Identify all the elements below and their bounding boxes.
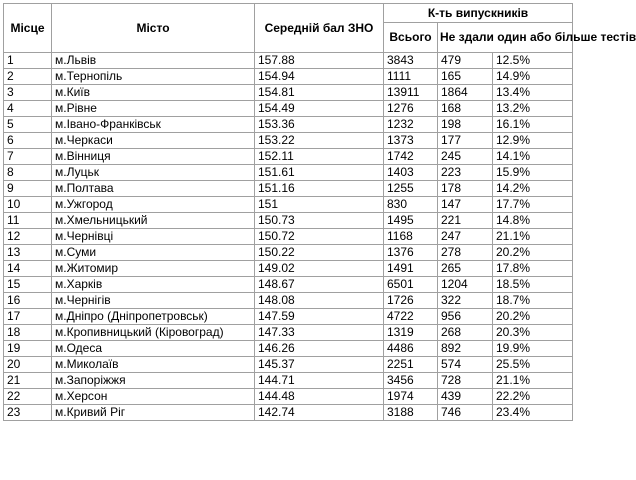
table-row [4,101,573,117]
header-total: Всього [384,23,438,53]
cell-total: 3843 [384,53,438,69]
cell-place: 16 [4,293,52,309]
cell-avg-score: 153.22 [255,133,384,149]
cell-failed-percent: 14.2% [493,181,573,197]
cell-place: 12 [4,229,52,245]
cell-place: 14 [4,261,52,277]
cell-city: м.Дніпро (Дніпропетровськ) [52,309,255,325]
header-place: Місце [4,4,52,53]
cell-avg-score: 152.11 [255,149,384,165]
cell-failed-count: 165 [438,69,493,85]
zno-results-table [3,3,636,421]
cell-city: м.Івано-Франківськ [52,117,255,133]
cell-avg-score: 157.88 [255,53,384,69]
cell-total: 4486 [384,341,438,357]
cell-total: 1111 [384,69,438,85]
cell-failed-count: 322 [438,293,493,309]
cell-avg-score: 144.48 [255,389,384,405]
table-row [4,389,573,405]
table-row [4,53,573,69]
cell-failed-percent: 17.7% [493,197,573,213]
cell-total: 1403 [384,165,438,181]
cell-place: 11 [4,213,52,229]
cell-total: 1491 [384,261,438,277]
table-header [4,4,636,53]
cell-total: 1319 [384,325,438,341]
cell-failed-percent: 20.3% [493,325,573,341]
cell-place: 2 [4,69,52,85]
cell-city: м.Тернопіль [52,69,255,85]
cell-failed-percent: 23.4% [493,405,573,421]
cell-avg-score: 154.94 [255,69,384,85]
cell-failed-percent: 14.9% [493,69,573,85]
table-row [4,165,573,181]
cell-total: 1974 [384,389,438,405]
cell-avg-score: 142.74 [255,405,384,421]
cell-avg-score: 150.22 [255,245,384,261]
cell-city: м.Черкаси [52,133,255,149]
cell-city: м.Житомир [52,261,255,277]
cell-place: 9 [4,181,52,197]
table-row [4,85,573,101]
cell-city: м.Чернігів [52,293,255,309]
cell-failed-count: 278 [438,245,493,261]
cell-place: 8 [4,165,52,181]
cell-failed-count: 168 [438,101,493,117]
cell-city: м.Харків [52,277,255,293]
cell-place: 19 [4,341,52,357]
cell-failed-count: 147 [438,197,493,213]
table-body [4,53,573,421]
cell-avg-score: 149.02 [255,261,384,277]
table-row [4,309,573,325]
cell-total: 1168 [384,229,438,245]
table-row [4,213,573,229]
cell-failed-percent: 25.5% [493,357,573,373]
cell-city: м.Миколаїв [52,357,255,373]
cell-city: м.Херсон [52,389,255,405]
cell-place: 23 [4,405,52,421]
cell-failed-count: 439 [438,389,493,405]
cell-failed-percent: 13.4% [493,85,573,101]
cell-failed-percent: 14.1% [493,149,573,165]
cell-place: 4 [4,101,52,117]
cell-city: м.Чернівці [52,229,255,245]
cell-city: м.Одеса [52,341,255,357]
table-row [4,133,573,149]
cell-total: 1742 [384,149,438,165]
cell-failed-count: 1204 [438,277,493,293]
cell-total: 2251 [384,357,438,373]
cell-place: 6 [4,133,52,149]
table-row [4,181,573,197]
cell-total: 6501 [384,277,438,293]
table-row [4,229,573,245]
cell-failed-percent: 21.1% [493,229,573,245]
cell-place: 15 [4,277,52,293]
cell-city: м.Вінниця [52,149,255,165]
cell-failed-count: 265 [438,261,493,277]
table-row [4,341,573,357]
cell-avg-score: 151.16 [255,181,384,197]
header-graduates-group: К-ть випускників [384,4,573,23]
cell-total: 1255 [384,181,438,197]
cell-avg-score: 151 [255,197,384,213]
header-city: Місто [52,4,255,53]
cell-place: 5 [4,117,52,133]
cell-city: м.Луцьк [52,165,255,181]
cell-failed-percent: 14.8% [493,213,573,229]
cell-city: м.Рівне [52,101,255,117]
cell-total: 13911 [384,85,438,101]
cell-place: 10 [4,197,52,213]
cell-total: 830 [384,197,438,213]
cell-avg-score: 146.26 [255,341,384,357]
cell-failed-count: 221 [438,213,493,229]
cell-failed-percent: 18.5% [493,277,573,293]
cell-total: 1373 [384,133,438,149]
cell-place: 1 [4,53,52,69]
cell-total: 1376 [384,245,438,261]
header-failed: Не здали один або більше тестів [438,23,573,53]
cell-avg-score: 150.73 [255,213,384,229]
cell-place: 3 [4,85,52,101]
cell-failed-percent: 20.2% [493,245,573,261]
table-row [4,149,573,165]
cell-place: 22 [4,389,52,405]
table-row [4,357,573,373]
cell-city: м.Кропивницький (Кіровоград) [52,325,255,341]
header-avg-score: Середній бал ЗНО [255,4,384,53]
cell-failed-percent: 12.9% [493,133,573,149]
cell-place: 7 [4,149,52,165]
cell-failed-percent: 19.9% [493,341,573,357]
cell-failed-percent: 17.8% [493,261,573,277]
cell-place: 18 [4,325,52,341]
table-row [4,117,573,133]
cell-place: 17 [4,309,52,325]
table-row [4,197,573,213]
cell-failed-percent: 16.1% [493,117,573,133]
cell-failed-count: 892 [438,341,493,357]
cell-city: м.Львів [52,53,255,69]
cell-place: 20 [4,357,52,373]
cell-failed-percent: 12.5% [493,53,573,69]
cell-avg-score: 145.37 [255,357,384,373]
table-row [4,405,573,421]
cell-failed-count: 268 [438,325,493,341]
cell-failed-percent: 20.2% [493,309,573,325]
cell-avg-score: 151.61 [255,165,384,181]
header-row-top [4,4,573,23]
cell-city: м.Хмельницький [52,213,255,229]
cell-failed-count: 198 [438,117,493,133]
cell-total: 1276 [384,101,438,117]
table-row [4,69,573,85]
table-row [4,373,573,389]
cell-total: 3188 [384,405,438,421]
cell-total: 1495 [384,213,438,229]
cell-city: м.Київ [52,85,255,101]
cell-avg-score: 144.71 [255,373,384,389]
table-row [4,245,573,261]
cell-city: м.Запоріжжя [52,373,255,389]
table-row [4,293,573,309]
cell-failed-percent: 22.2% [493,389,573,405]
cell-failed-count: 728 [438,373,493,389]
cell-avg-score: 148.08 [255,293,384,309]
cell-city: м.Ужгород [52,197,255,213]
cell-failed-count: 574 [438,357,493,373]
cell-avg-score: 148.67 [255,277,384,293]
cell-avg-score: 154.81 [255,85,384,101]
cell-total: 1232 [384,117,438,133]
cell-failed-percent: 21.1% [493,373,573,389]
cell-avg-score: 153.36 [255,117,384,133]
cell-failed-percent: 13.2% [493,101,573,117]
cell-failed-percent: 15.9% [493,165,573,181]
cell-avg-score: 147.59 [255,309,384,325]
cell-place: 21 [4,373,52,389]
table-row [4,261,573,277]
cell-failed-count: 247 [438,229,493,245]
cell-failed-count: 177 [438,133,493,149]
cell-failed-count: 1864 [438,85,493,101]
cell-city: м.Суми [52,245,255,261]
cell-failed-percent: 18.7% [493,293,573,309]
cell-avg-score: 154.49 [255,101,384,117]
cell-failed-count: 245 [438,149,493,165]
cell-avg-score: 147.33 [255,325,384,341]
cell-failed-count: 178 [438,181,493,197]
cell-city: м.Кривий Ріг [52,405,255,421]
cell-failed-count: 479 [438,53,493,69]
cell-failed-count: 956 [438,309,493,325]
cell-failed-count: 746 [438,405,493,421]
cell-total: 3456 [384,373,438,389]
table-row [4,325,573,341]
cell-total: 1726 [384,293,438,309]
cell-place: 13 [4,245,52,261]
cell-avg-score: 150.72 [255,229,384,245]
cell-failed-count: 223 [438,165,493,181]
cell-city: м.Полтава [52,181,255,197]
table-row [4,277,573,293]
cell-total: 4722 [384,309,438,325]
